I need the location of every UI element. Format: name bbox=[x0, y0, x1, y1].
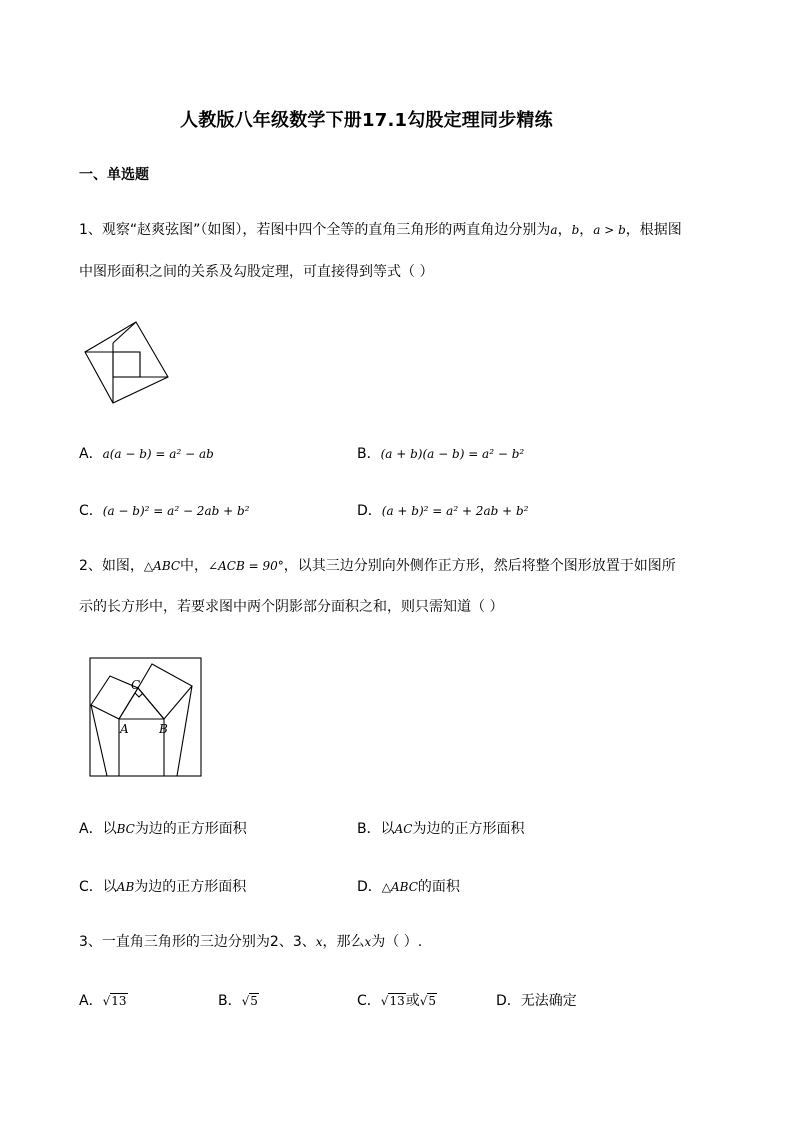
q2-option-a-var: BC bbox=[116, 822, 135, 836]
q1-sep-1: ， bbox=[557, 222, 572, 238]
q1-option-a[interactable] bbox=[79, 443, 214, 463]
q3-option-b[interactable] bbox=[218, 990, 259, 1010]
q3-option-c-or: 或 bbox=[405, 993, 420, 1009]
q3-option-d-label: D． bbox=[496, 993, 521, 1009]
q2-text-3: ，以其三边分别向外侧作正方形，然后将整个图形放置于如图所 bbox=[283, 558, 676, 574]
q2-option-b-text: 为边的正方形面积 bbox=[412, 821, 525, 837]
question-2-line-2: 示的长方形中，若要求图中两个阴影部分面积之和，则只需知道（ ） bbox=[79, 599, 504, 615]
q2-option-c[interactable] bbox=[79, 876, 246, 896]
q2-option-d-label: D． bbox=[357, 879, 382, 895]
q2-option-d-text: 的面积 bbox=[417, 879, 460, 895]
q1-condition: a > b bbox=[593, 223, 626, 237]
q3-option-c-sqrt-2: √5 bbox=[419, 994, 437, 1008]
question-1-line-2: 中图形面积之间的关系及勾股定理，可直接得到等式（ ） bbox=[79, 264, 434, 280]
fig-label-c: C bbox=[131, 678, 141, 692]
page-title: 人教版八年级数学下册17.1勾股定理同步精练 bbox=[180, 110, 553, 131]
q3-option-c[interactable] bbox=[357, 990, 437, 1010]
q3-option-a-sqrt: √13 bbox=[102, 994, 127, 1008]
q1-var-b: b bbox=[571, 223, 580, 237]
section-heading: 一、单选题 bbox=[79, 167, 149, 183]
question-3 bbox=[79, 932, 422, 952]
q3-var-x-2: x bbox=[364, 935, 372, 949]
q3-option-c-label: C． bbox=[357, 993, 381, 1009]
q3-option-d[interactable] bbox=[496, 990, 577, 1010]
q1-option-a-expr: a(a − b) = a² − ab bbox=[102, 447, 214, 461]
q2-option-c-text: 为边的正方形面积 bbox=[134, 879, 247, 895]
q1-text-2: ，根据图 bbox=[625, 222, 682, 238]
q1-option-b[interactable] bbox=[357, 443, 524, 463]
zhao-shuang-diagram bbox=[80, 316, 174, 408]
q2-text-1: 2、如图， bbox=[79, 558, 144, 574]
q3-option-b-sqrt: √5 bbox=[241, 994, 258, 1008]
q2-option-d[interactable] bbox=[357, 876, 460, 896]
q2-text-2: 中， bbox=[180, 558, 209, 574]
q3-var-x-1: x bbox=[315, 935, 323, 949]
q2-option-d-var: △ABC bbox=[381, 880, 418, 894]
q1-option-d[interactable] bbox=[357, 500, 528, 520]
q2-angle: ∠ACB = 90° bbox=[208, 559, 284, 573]
squares-in-rectangle-diagram bbox=[88, 656, 204, 780]
q2-option-c-var: AB bbox=[116, 880, 135, 894]
q3-option-b-radicand: 5 bbox=[250, 994, 258, 1008]
fig-label-b: B bbox=[159, 722, 168, 736]
q1-option-d-label: D． bbox=[357, 503, 382, 519]
q3-option-a-radicand: 13 bbox=[111, 994, 127, 1008]
q2-option-a[interactable] bbox=[79, 818, 247, 838]
q1-option-c[interactable] bbox=[79, 500, 249, 520]
q3-option-c-radicand-2: 5 bbox=[428, 994, 437, 1008]
q3-text-2: ，那么 bbox=[322, 934, 365, 950]
q1-option-b-expr: (a + b)(a − b) = a² − b² bbox=[380, 447, 525, 461]
q3-option-a[interactable] bbox=[79, 990, 128, 1010]
q3-option-d-text: 无法确定 bbox=[520, 993, 577, 1009]
q2-option-a-label: A．以 bbox=[79, 821, 117, 837]
q1-option-b-label: B． bbox=[357, 446, 381, 462]
q1-option-c-label: C． bbox=[79, 503, 103, 519]
q1-sep-2: ， bbox=[579, 222, 594, 238]
q1-text-1: 1、观察“赵爽弦图”（如图），若图中四个全等的直角三角形的两直角边分别为 bbox=[79, 222, 551, 238]
q3-option-c-sqrt-1: √13 bbox=[380, 994, 405, 1008]
q1-option-a-label: A． bbox=[79, 446, 103, 462]
q2-option-b-var: AC bbox=[394, 822, 413, 836]
question-1 bbox=[79, 220, 682, 240]
fig-label-a: A bbox=[120, 722, 129, 736]
q2-option-c-label: C．以 bbox=[79, 879, 117, 895]
q3-text-3: 为（ ）. bbox=[371, 934, 423, 950]
q1-option-d-expr: (a + b)² = a² + 2ab + b² bbox=[381, 504, 529, 518]
q2-option-a-text: 为边的正方形面积 bbox=[134, 821, 247, 837]
q2-option-b-label: B．以 bbox=[357, 821, 395, 837]
question-2 bbox=[79, 556, 676, 576]
q3-option-b-label: B． bbox=[218, 993, 242, 1009]
q2-option-b[interactable] bbox=[357, 818, 524, 838]
q3-text-1: 3、一直角三角形的三边分别为2、3、 bbox=[79, 934, 316, 950]
q1-option-c-expr: (a − b)² = a² − 2ab + b² bbox=[102, 504, 250, 518]
q3-option-a-label: A． bbox=[79, 993, 103, 1009]
q1-var-a: a bbox=[550, 223, 558, 237]
q3-option-c-radicand-1: 13 bbox=[389, 994, 405, 1008]
q2-triangle: △ABC bbox=[143, 559, 181, 573]
